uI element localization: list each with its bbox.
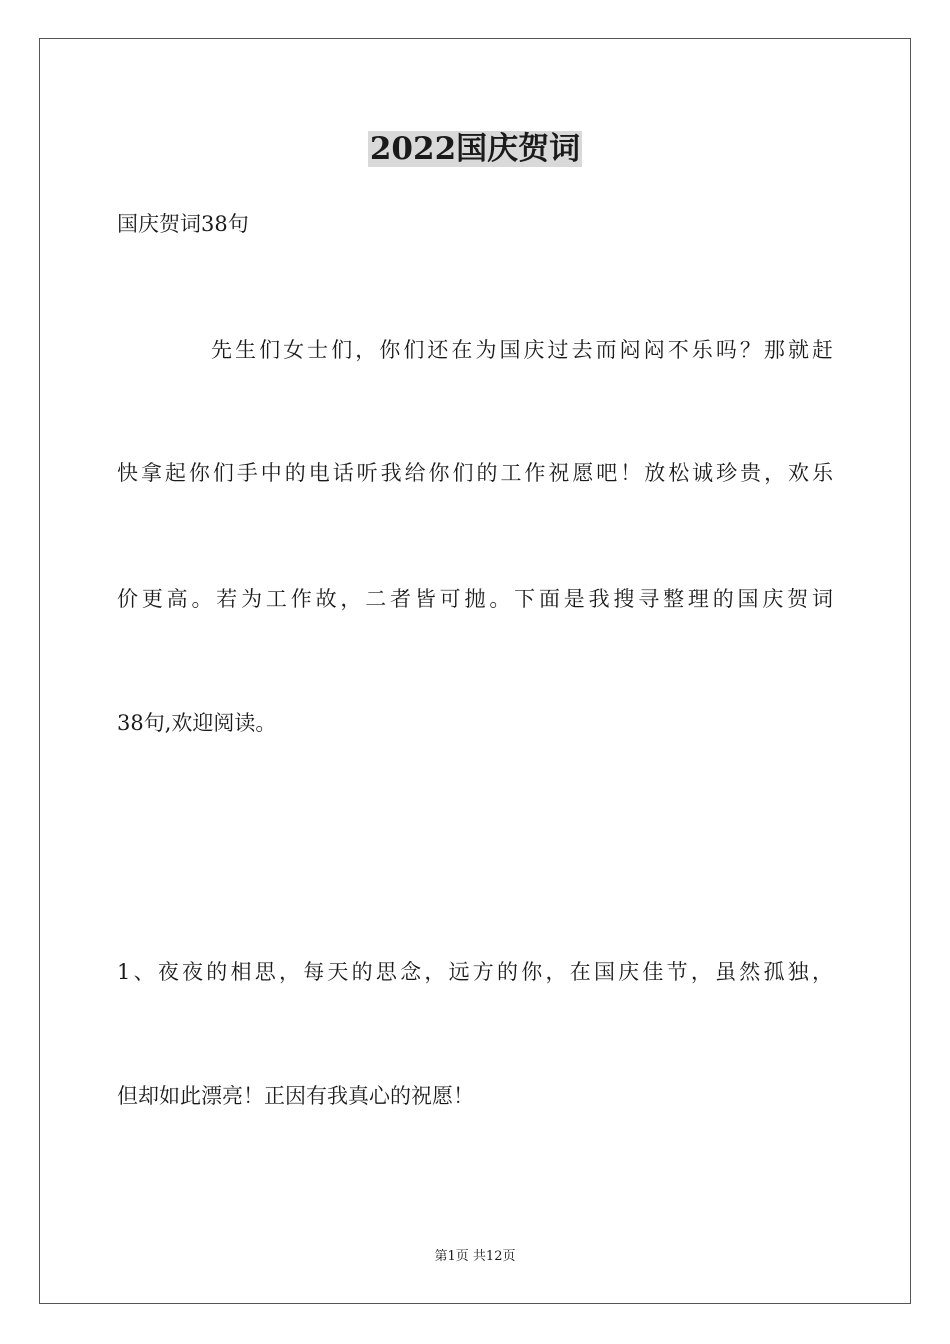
item-1-line-2: 但却如此漂亮！正因有我真心的祝愿！ xyxy=(117,1084,474,1108)
item-1-line-1: 1、夜夜的相思，每天的思念，远方的你，在国庆佳节，虽然孤独， xyxy=(117,960,833,984)
page-footer: 第1页 共12页 xyxy=(434,1249,516,1264)
intro-line-3: 价更高。若为工作故，二者皆可抛。下面是我搜寻整理的国庆贺词 xyxy=(117,587,833,611)
document-subtitle: 国庆贺词38句 xyxy=(117,212,249,236)
intro-line-1: 先生们女士们，你们还在为国庆过去而闷闷不乐吗？那就赶 xyxy=(211,338,833,362)
intro-line-4: 38句,欢迎阅读。 xyxy=(117,711,277,735)
document-title xyxy=(0,128,950,170)
intro-line-2: 快拿起你们手中的电话听我给你们的工作祝愿吧！放松诚珍贵，欢乐 xyxy=(117,461,833,485)
document-title-text: 2022国庆贺词 xyxy=(369,131,581,167)
